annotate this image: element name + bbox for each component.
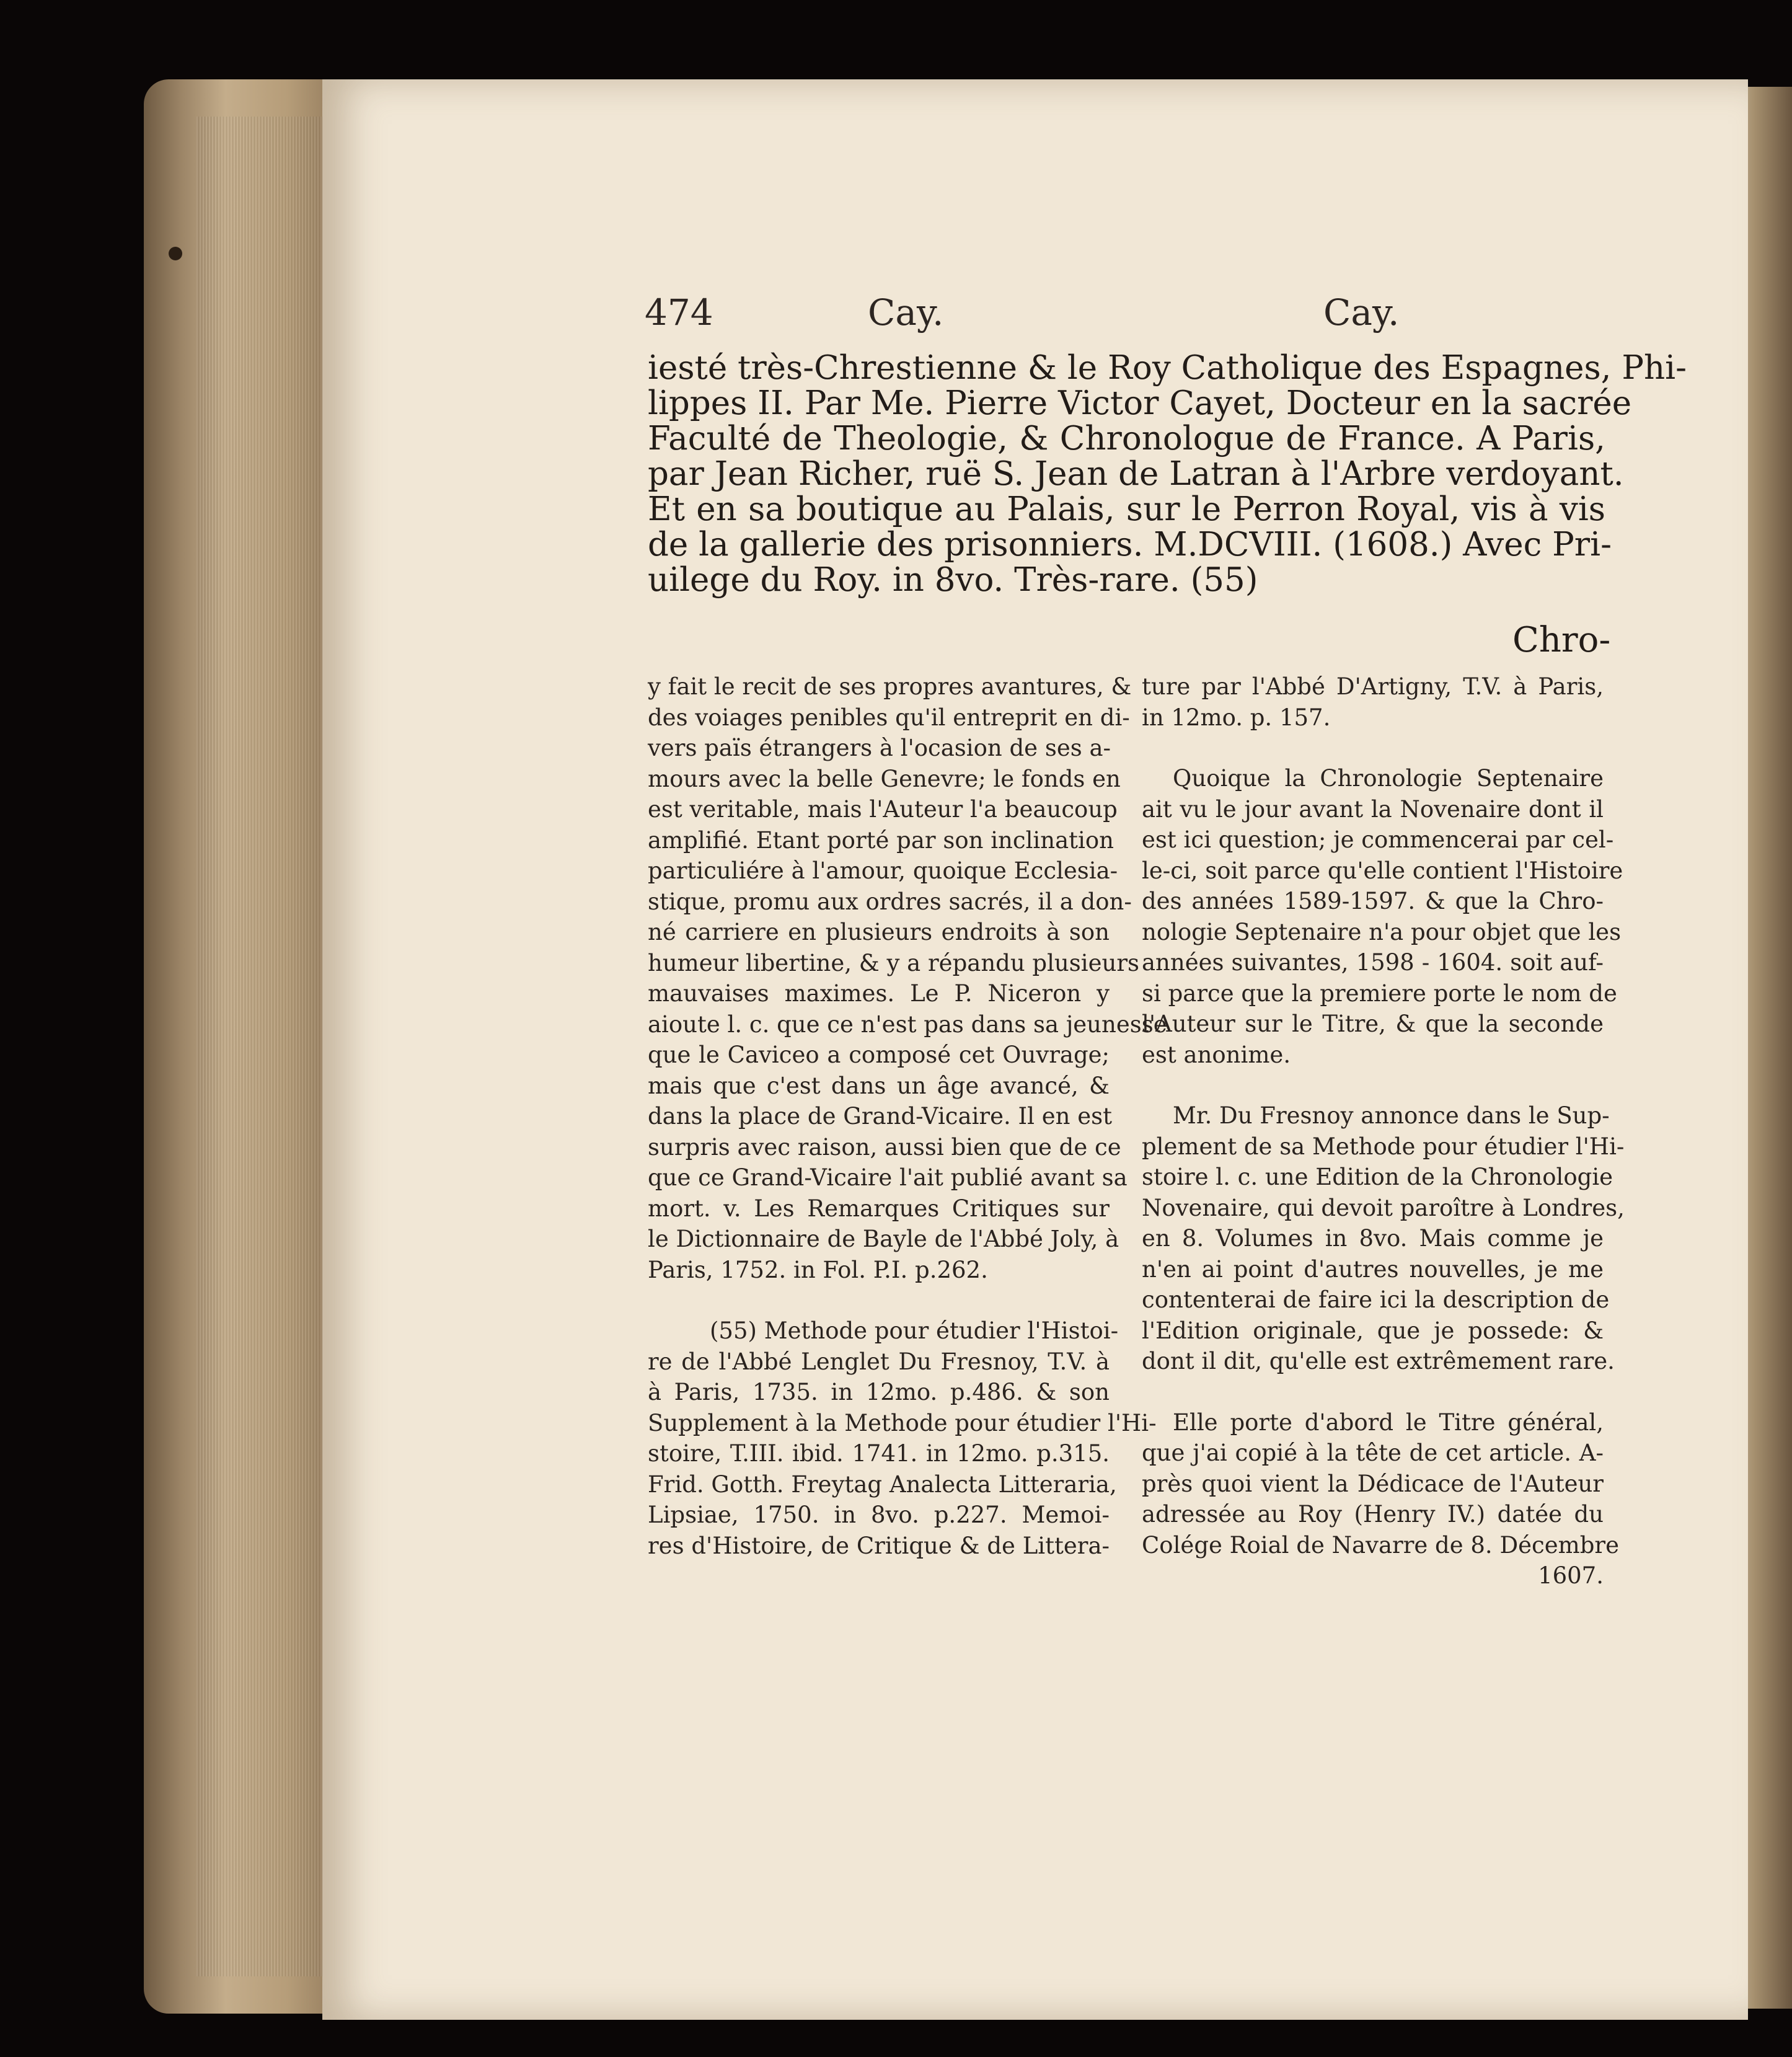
text-line: Colége Roial de Navarre de 8. Décembre [1142, 1531, 1619, 1559]
main-entry-line: lippes II. Par Me. Pierre Victor Cayet, Docteur en la sacrée [648, 384, 1632, 422]
paragraph-gap [1142, 1070, 1604, 1100]
text-line: ait vu le jour avant la Novenaire dont il [1142, 795, 1604, 823]
text-line: années suivantes, 1598 - 1604. soit auf- [1142, 949, 1604, 976]
text-line: l'Edition originale, que je possede: & [1142, 1317, 1604, 1344]
footnote-line: (55) Methode pour étudier l'Histoi- [710, 1317, 1119, 1344]
text-line: y fait le recit de ses propres avantures, & [648, 673, 1132, 700]
running-head-left: Cay. [868, 291, 944, 334]
text-line: vers païs étrangers à l'ocasion de ses a- [648, 735, 1111, 761]
catchword: 1607. [1538, 1562, 1604, 1589]
text-line: mours avec la belle Genevre; le fonds en [648, 765, 1121, 792]
text-line: in 12mo. p. 157. [1142, 704, 1331, 731]
right-column [1142, 671, 1625, 1591]
text-line: dans la place de Grand-Vicaire. Il en est [648, 1103, 1112, 1130]
text-line: que j'ai copié à la tête de cet article. A- [1142, 1440, 1604, 1466]
text-line: Novenaire, qui devoit paroître à Londres, [1142, 1194, 1625, 1221]
text-line: amplifié. Etant porté par son inclination [648, 826, 1114, 854]
left-column [648, 671, 1167, 1561]
text-line: le-ci, soit parce qu'elle contient l'Histoire [1142, 857, 1623, 884]
footnote-line: à Paris, 1735. in 12mo. p.486. & son [648, 1379, 1110, 1405]
text-line: contenterai de faire ici la description de [1142, 1286, 1610, 1313]
footnote-line: Supplement à la Methode pour étudier l'Hi- [648, 1409, 1157, 1436]
text-line: surpris avec raison, aussi bien que de ce [648, 1133, 1121, 1161]
main-entry-line: iesté très-Chrestienne & le Roy Catholique des Espagnes, Phi- [648, 349, 1687, 387]
text-line: aioute l. c. que ce n'est pas dans sa jeunesse [648, 1011, 1167, 1038]
text-line: que le Caviceo a composé cet Ouvrage; [648, 1042, 1110, 1068]
footnote-line: res d'Histoire, de Critique & de Littera- [648, 1532, 1110, 1559]
text-line: stique, promu aux ordres sacrés, il a don- [648, 888, 1132, 915]
page-number: 474 [645, 291, 713, 334]
text-line: en 8. Volumes in 8vo. Mais comme je [1142, 1225, 1604, 1252]
paragraph-gap [648, 1285, 1110, 1316]
text-line: des voiages penibles qu'il entreprit en di- [648, 704, 1130, 731]
next-entry-head: Chro- [1512, 620, 1611, 660]
text-line: Elle porte d'abord le Titre général, [1173, 1409, 1604, 1436]
text-line: stoire l. c. une Edition de la Chronologie [1142, 1164, 1613, 1190]
text-line: le Dictionnaire de Bayle de l'Abbé Joly, à [648, 1226, 1119, 1252]
main-entry-line: uilege du Roy. in 8vo. Très-rare. (55) [648, 561, 1258, 599]
paragraph-gap [1142, 733, 1604, 763]
footnote-line: Frid. Gotth. Freytag Analecta Litteraria, [648, 1471, 1117, 1498]
text-line: n'en ai point d'autres nouvelles, je me [1142, 1255, 1604, 1283]
text-line: l'Auteur sur le Titre, & que la seconde [1142, 1011, 1604, 1037]
text-line: Quoique la Chronologie Septenaire [1173, 765, 1604, 792]
running-head-right: Cay. [1323, 291, 1400, 334]
text-line: si parce que la premiere porte le nom de [1142, 980, 1617, 1007]
text-line: mauvaises maximes. Le P. Niceron y [648, 980, 1110, 1007]
main-entry-line: Et en sa boutique au Palais, sur le Perron Royal, vis à vis [648, 490, 1605, 528]
footnote-line: stoire, T.III. ibid. 1741. in 12mo. p.315. [648, 1440, 1110, 1467]
text-line: adressée au Roy (Henry IV.) datée du [1142, 1501, 1604, 1528]
text-line: est ici question; je commencerai par cel- [1142, 826, 1614, 853]
footnote-line: re de l'Abbé Lenglet Du Fresnoy, T.V. à [648, 1348, 1110, 1375]
text-line: mort. v. Les Remarques Critiques sur [648, 1195, 1110, 1222]
text-line: près quoi vient la Dédicace de l'Auteur [1142, 1470, 1604, 1497]
main-entry-line: Faculté de Theologie, & Chronologue de France. A Paris, [648, 420, 1605, 458]
main-entry-line: de la gallerie des prisonniers. M.DCVIII. (1608.) Avec Pri- [648, 526, 1612, 564]
text-line: né carriere en plusieurs endroits à son [648, 919, 1110, 945]
text-line: des années 1589-1597. & que la Chro- [1142, 888, 1604, 914]
main-entry-title [648, 349, 1687, 599]
main-entry-line: par Jean Richer, ruë S. Jean de Latran à l'Arbre verdoyant. [648, 455, 1624, 493]
binding-hole [169, 247, 182, 260]
footnote-line: Lipsiae, 1750. in 8vo. p.227. Memoi- [648, 1502, 1110, 1528]
text-line: est veritable, mais l'Auteur l'a beaucoup [648, 796, 1118, 823]
text-line: mais que c'est dans un âge avancé, & [648, 1072, 1110, 1099]
text-line: est anonime. [1142, 1041, 1291, 1068]
book-page-edges [144, 79, 348, 2014]
text-line: humeur libertine, & y a répandu plusieurs [648, 949, 1139, 976]
text-line: Paris, 1752. in Fol. P.I. p.262. [648, 1256, 988, 1283]
text-line: ture par l'Abbé D'Artigny, T.V. à Paris, [1142, 673, 1604, 700]
text-line: Mr. Du Fresnoy annonce dans le Sup- [1173, 1102, 1610, 1129]
paragraph-gap [1142, 1377, 1604, 1407]
text-line: que ce Grand-Vicaire l'ait publié avant sa [648, 1164, 1128, 1191]
text-line: particuliére à l'amour, quoique Ecclesia- [648, 857, 1118, 884]
text-line: plement de sa Methode pour étudier l'Hi- [1142, 1133, 1625, 1160]
text-line: dont il dit, qu'elle est extrêmement rare. [1142, 1348, 1615, 1374]
text-line: nologie Septenaire n'a pour objet que les [1142, 918, 1622, 945]
